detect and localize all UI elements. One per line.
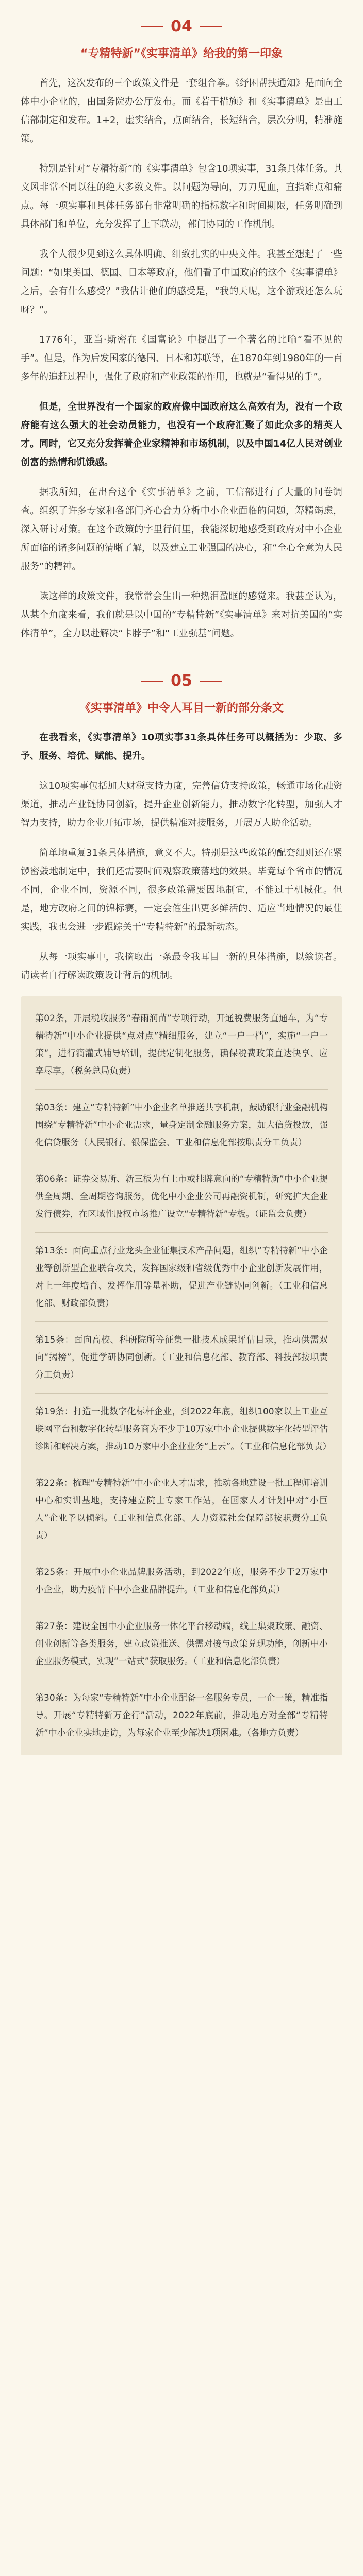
section-4-header — [21, 0, 342, 36]
section-5-title: 《实事清单》中令人耳目一新的部分条文 — [79, 702, 284, 715]
paragraph: 据我所知，在出台这个《实事清单》之前，工信部进行了大量的问卷调查。组织了许多专家和各部门齐心合力分析中小企业面临的问题，筹精竭虑，深入研讨对策。在这个政策的字里行间里，我能深切地感受到政府对中小企业所面临的诸多问题的清晰了解，以及建立工业强国的决心，和“全心全意为人民服务”的精神。 — [21, 487, 342, 572]
measure-item: 第13条：面向重点行业龙头企业征集技术产品问题，组织“专精特新”中小企业等创新型企业联合攻关，发挥国家级和省级优秀中小企业创新发展作用，对上一年度培育、发挥作用等量补助，促进产业链协同创新。（工业和信息化部、财政部负责） — [35, 1246, 328, 1309]
measures-box — [21, 996, 342, 1755]
section-number: 05 — [171, 672, 192, 690]
section-4-number — [141, 18, 222, 36]
measure-item: 第30条：为每家“专精特新”中小企业配备一名服务专员，一企一策，精准指导。开展“专精特新万企行”活动，2022年底前，推动地方对全部“专精特新”中小企业实地走访，为每家企业至少解决1项困难。（各地方负责） — [35, 1693, 328, 1738]
section-5-number — [141, 672, 222, 690]
divider-line-left — [141, 681, 163, 682]
measure-item: 第03条：建立“专精特新”中小企业名单推送共享机制，鼓励银行业金融机构围绕“专精特新”中小企业需求，量身定制金融服务方案，加大信贷投放，强化信贷服务（人民银行、银保监会、工业和信息化部按职责分工负责） — [35, 1103, 328, 1148]
paragraph: 我个人很少见到这么具体明确、细致扎实的中央文件。我甚至想起了一些问题：“如果美国、德国、日本等政府，他们看了中国政府的这个《实事清单》之后，会有什么感受？”我估计他们的感受是，“我的天呢，这个游戏还怎么玩呀？”。 — [21, 249, 342, 315]
measure-divider — [35, 1232, 328, 1233]
paragraph: 这10项实事包括加大财税支持力度，完善信贷支持政策，畅通市场化融资渠道，推动产业链协同创新，提升企业创新能力，推动数字化转型，加强人才智力支持，助力企业开拓市场，提供精准对接服务，开展万人助企活动。 — [21, 781, 342, 828]
measure-item: 第02条，开展税收服务“春雨润苗”专项行动，开通税费服务直通车，为“专精特新”中小企业提供“点对点”精细服务，建立“一户一档”，实施“一户一策”，进行滴灌式辅导培训，提供定制化服务，确保税费政策直达快享、应享尽享。（税务总局负责） — [35, 1013, 328, 1076]
paragraph: 特别是针对“专精特新”的《实事清单》包含10项实事，31条具体任务。其文风非常不同以往的绝大多数文件。以问题为导向，刀刀见血，直指难点和痛点。每一项实事和具体任务都有非常明确的指标数字和时间期限，任务明确到具体部门和单位，充分发挥了上下联动，部门协同的工作机制。 — [21, 163, 342, 230]
measure-item: 第22条：梳理“专精特新”中小企业人才需求，推动各地建设一批工程师培训中心和实训基地，支持建立院士专家工作站，在国家人才计划中对“小巨人”企业予以倾斜。（工业和信息化部、人力资源社会保障部按职责分工负责） — [35, 1478, 328, 1541]
paragraph: 读这样的政策文件，我常常会生出一种热泪盈眶的感觉来。我甚至认为，从某个角度来看，我们就是以中国的“专精特新”《实事清单》来对抗美国的“实体清单”，全力以赴解决“卡脖子”和“工业强基”问题。 — [21, 591, 342, 639]
divider-line-right — [200, 26, 222, 27]
measure-divider — [35, 1089, 328, 1090]
measure-item: 第27条：建设全国中小企业服务一体化平台移动端，线上集聚政策、融资、创业创新等各类服务，建立政策推送、供需对接与政策兑现功能，创新中小企业服务模式，实现“一站式”获取服务。（工业和信息化部负责） — [35, 1621, 328, 1667]
measure-item: 第15条：面向高校、科研院所等征集一批技术成果评估目录，推动供需双向“揭榜”，促进学研协同创新。（工业和信息化部、教育部、科技部按职责分工负责） — [35, 1335, 328, 1380]
divider-line-right — [200, 681, 222, 682]
divider-line-left — [141, 26, 163, 27]
measure-divider — [35, 1393, 328, 1394]
bold-paragraph: 但是，全世界没有一个国家的政府像中国政府这么高效有为，没有一个政府能有这么强大的社会动员能力，也没有一个政府汇聚了如此众多的精英人才。同时，它又充分发挥着企业家精神和市场机制，以及中国14亿人民对创业创富的热情和饥饿感。 — [21, 401, 342, 468]
paragraph: 从每一项实事中，我摘取出一条最令我耳目一新的具体措施，以飨读者。请读者自行解读政策设计背后的机制。 — [21, 952, 342, 981]
paragraph: 简单地重复31条具体措施，意义不大。特别是这些政策的配套细则还在紧锣密鼓地制定中，我们还需要时间观察政策落地的效果。毕竟每个省市的情况不同，企业不同，资源不同，很多政策需要因地制宜，不能过于机械化。但是，地方政府之间的锦标赛，一定会催生出更多鲜活的、适应当地情况的最佳实践，我也会进一步跟踪关于“专精特新”的最新动态。 — [21, 848, 342, 933]
measure-divider — [35, 1321, 328, 1322]
section-number: 04 — [171, 18, 192, 36]
paragraph: 1776年，亚当·斯密在《国富论》中提出了一个著名的比喻“看不见的手”。但是，作为后发国家的德国、日本和苏联等，在1870年到1980年的一百多年的追赶过程中，强化了政府和产业政策的作用，也就是“看得见的手”。 — [21, 334, 342, 382]
section-4-title: “专精特新”《实事清单》给我的第一印象 — [80, 47, 283, 60]
summary-paragraph: 在我看来，《实事清单》10项实事31条具体任务可以概括为：少取、多予、服务、培优、赋能、提升。 — [21, 732, 342, 761]
measure-item: 第25条：开展中小企业品牌服务活动，到2022年底，服务不少于2万家中小企业，助力疫情下中小企业品牌提升。（工业和信息化部负责） — [35, 1567, 328, 1595]
paragraph: 首先，这次发布的三个政策文件是一套组合拳。《纾困帮扶通知》是面向全体中小企业的，由国务院办公厅发布。而《若干措施》和《实事清单》是由工信部制定和发布。1+2，虚实结合，点面结合，长短结合，层次分明，精准施策。 — [21, 78, 342, 144]
section-5-header — [21, 654, 342, 690]
measure-item: 第19条：打造一批数字化标杆企业，到2022年底，组织100家以上工业互联网平台和数字化转型服务商为不少于10万家中小企业提供数字化转型评估诊断和解决方案，推动10万家中小企业业务“上云”。（工业和信息化部负责） — [35, 1406, 332, 1452]
measure-item: 第06条：证券交易所、新三板为有上市或挂牌意向的“专精特新”中小企业提供全周期、全周期咨询服务，优化中小企业公司再融资机制，研究扩大企业发行债券，在区域性股权市场推广设立“专精特新”专板。（证监会负责） — [35, 1174, 328, 1219]
